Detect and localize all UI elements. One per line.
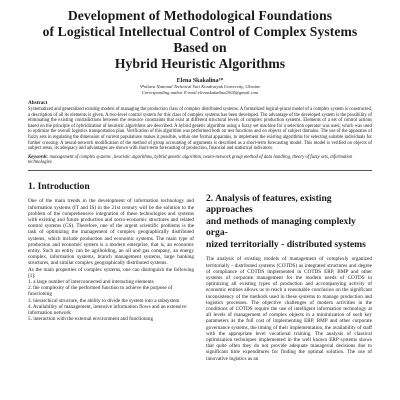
author-email: Corresponding author E-mail:elenaskakalina2504@gmail.com [141, 90, 259, 95]
section-2-title-line: 2. Analysis of features, existing approaches [206, 192, 332, 216]
left-column [28, 179, 194, 362]
section-2-paragraph: The analysis of existing models of management of complexly organized territorially - distributed systems (COTDS) as integrated structures and degree of compliance of COTDS implemented in COTDS ERP, BMP and other systems of corporate management for the modern needs of COTDS in optimizing all existing types of production and accompanying activity of economic entities allows us to reach a reasonable conclusion on the significant inconsistency of the methods used in these systems to manage production and logistics processes. The objective challenges of modern activities in the conditions of COTDS require the use of intelligent information technology at all levels of management of complex objects in a minimization of such key parameters as the full cost of implementing ERP, BMP and other corporate governance systems, the timing of their implementation, the availability of staff with the appropriate level vocational training. The analysis of classical optimization techniques implemented in the well known ERP systems shows that quite often they do not provide adequate managerial decisions due to significant time expenditures for finding the optimal solution. The use of innovative logistics as an [206, 256, 372, 362]
body-columns [28, 179, 372, 362]
paper-title [28, 8, 372, 72]
section-1-paragraph: One of the main trends in the development of information technology and information systems (IT and IS) in the 21st century will be the solution to the problem of the comprehensive integration of these technologies and systems with existing and future production and socio-economic structures and related control systems (CS). Therefore, one of the urgent scientific problems is the task of optimizing the management of complex geographically distributed systems, which include production and economic systems. The main type of production and economic system is a modern enterprise, that is, an economic entity. Such an entity can be agriholding, an oil and gas company, an energy complex, information systems, branch management systems, large banking structures, and similar complex geographically distributed systems. [28, 198, 194, 267]
section-1-title: 1. Introduction [28, 180, 90, 192]
abstract-text: Systematized and generalized existing models of managing the production class of complex distributed systems. A formalized logical-plural model of a complex system is constructed, a description of all its elements is given. A two-level control system for this class of complex systems has been developed. The advantage of the developed system is the possibility of eliminating the existing contradictions between the resource constraints that exist at different structural levels of complex production systems. Elements of a set of control actions based on the principle of hybridization of heuristic algorithms are described. A hybrid genetic algorithm using a fuzzy set machine for a selection operator was used, which was used to optimize the overall logistics transportation plan. Verification of this algorithm was performed both on test functions and on objects of subject domains. The use of the apparatus of fuzzy sets in regulating the dimension of current populations makes it possible, within one formal apparatus, to implement the existing algorithms for selecting suitable individuals for further crossing. A neural-network modification of the method of group accounting of arguments is described as a short-term forecasting model. This model is verified on objects of subject areas, its adequacy and advantages are shown with short-term forecasting of production, financial and statistical indicators. [28, 107, 372, 152]
list-item: 5. interaction with the external environment and functioning [28, 316, 154, 323]
section-2-title-line: and methods of managing complexly orga- [206, 215, 356, 239]
section-2-title [206, 193, 372, 251]
abstract-heading: Abstract [28, 100, 48, 106]
list-item: 2. the complexity of the performed function to achieve the purpose of functioning [28, 285, 173, 298]
section-1-paragraph: As the main properties of complex systems, one can distinguish the following [1]: [28, 266, 194, 279]
list-item: 4. Availability of management, intensive information flows and an extensive information network [28, 303, 187, 317]
keywords [28, 155, 372, 166]
title-line: of Logistical Intellectual Control of Complex Systems Based on [42, 24, 358, 55]
title-line: Hybrid Heuristic Algorithms [114, 56, 286, 71]
author-name: Elena Skakalina¹* [176, 78, 224, 84]
right-column [206, 179, 372, 362]
title-line: Development of Methodological Foundations [67, 8, 333, 23]
section-2-title-line: nized territorially - distributed systems [206, 238, 366, 250]
section-divider [28, 170, 372, 171]
keywords-label: Keywords [28, 154, 47, 160]
author-affiliation: ¹Poltava National Technical Yuri Kondratyuk University, Ukraine [139, 84, 261, 89]
keywords-text: : management of complex systems , heuristic algorithms, hybrid genetic algorithm, neuro-network group method of data handling, theory of fuzzy sets, information technologies [28, 154, 353, 166]
list-item: 1. a large number of interconnected and interacting elements [28, 279, 154, 286]
list-item: 3. hierarchical structure, the ability to divide the system into a subsystem [28, 297, 180, 304]
